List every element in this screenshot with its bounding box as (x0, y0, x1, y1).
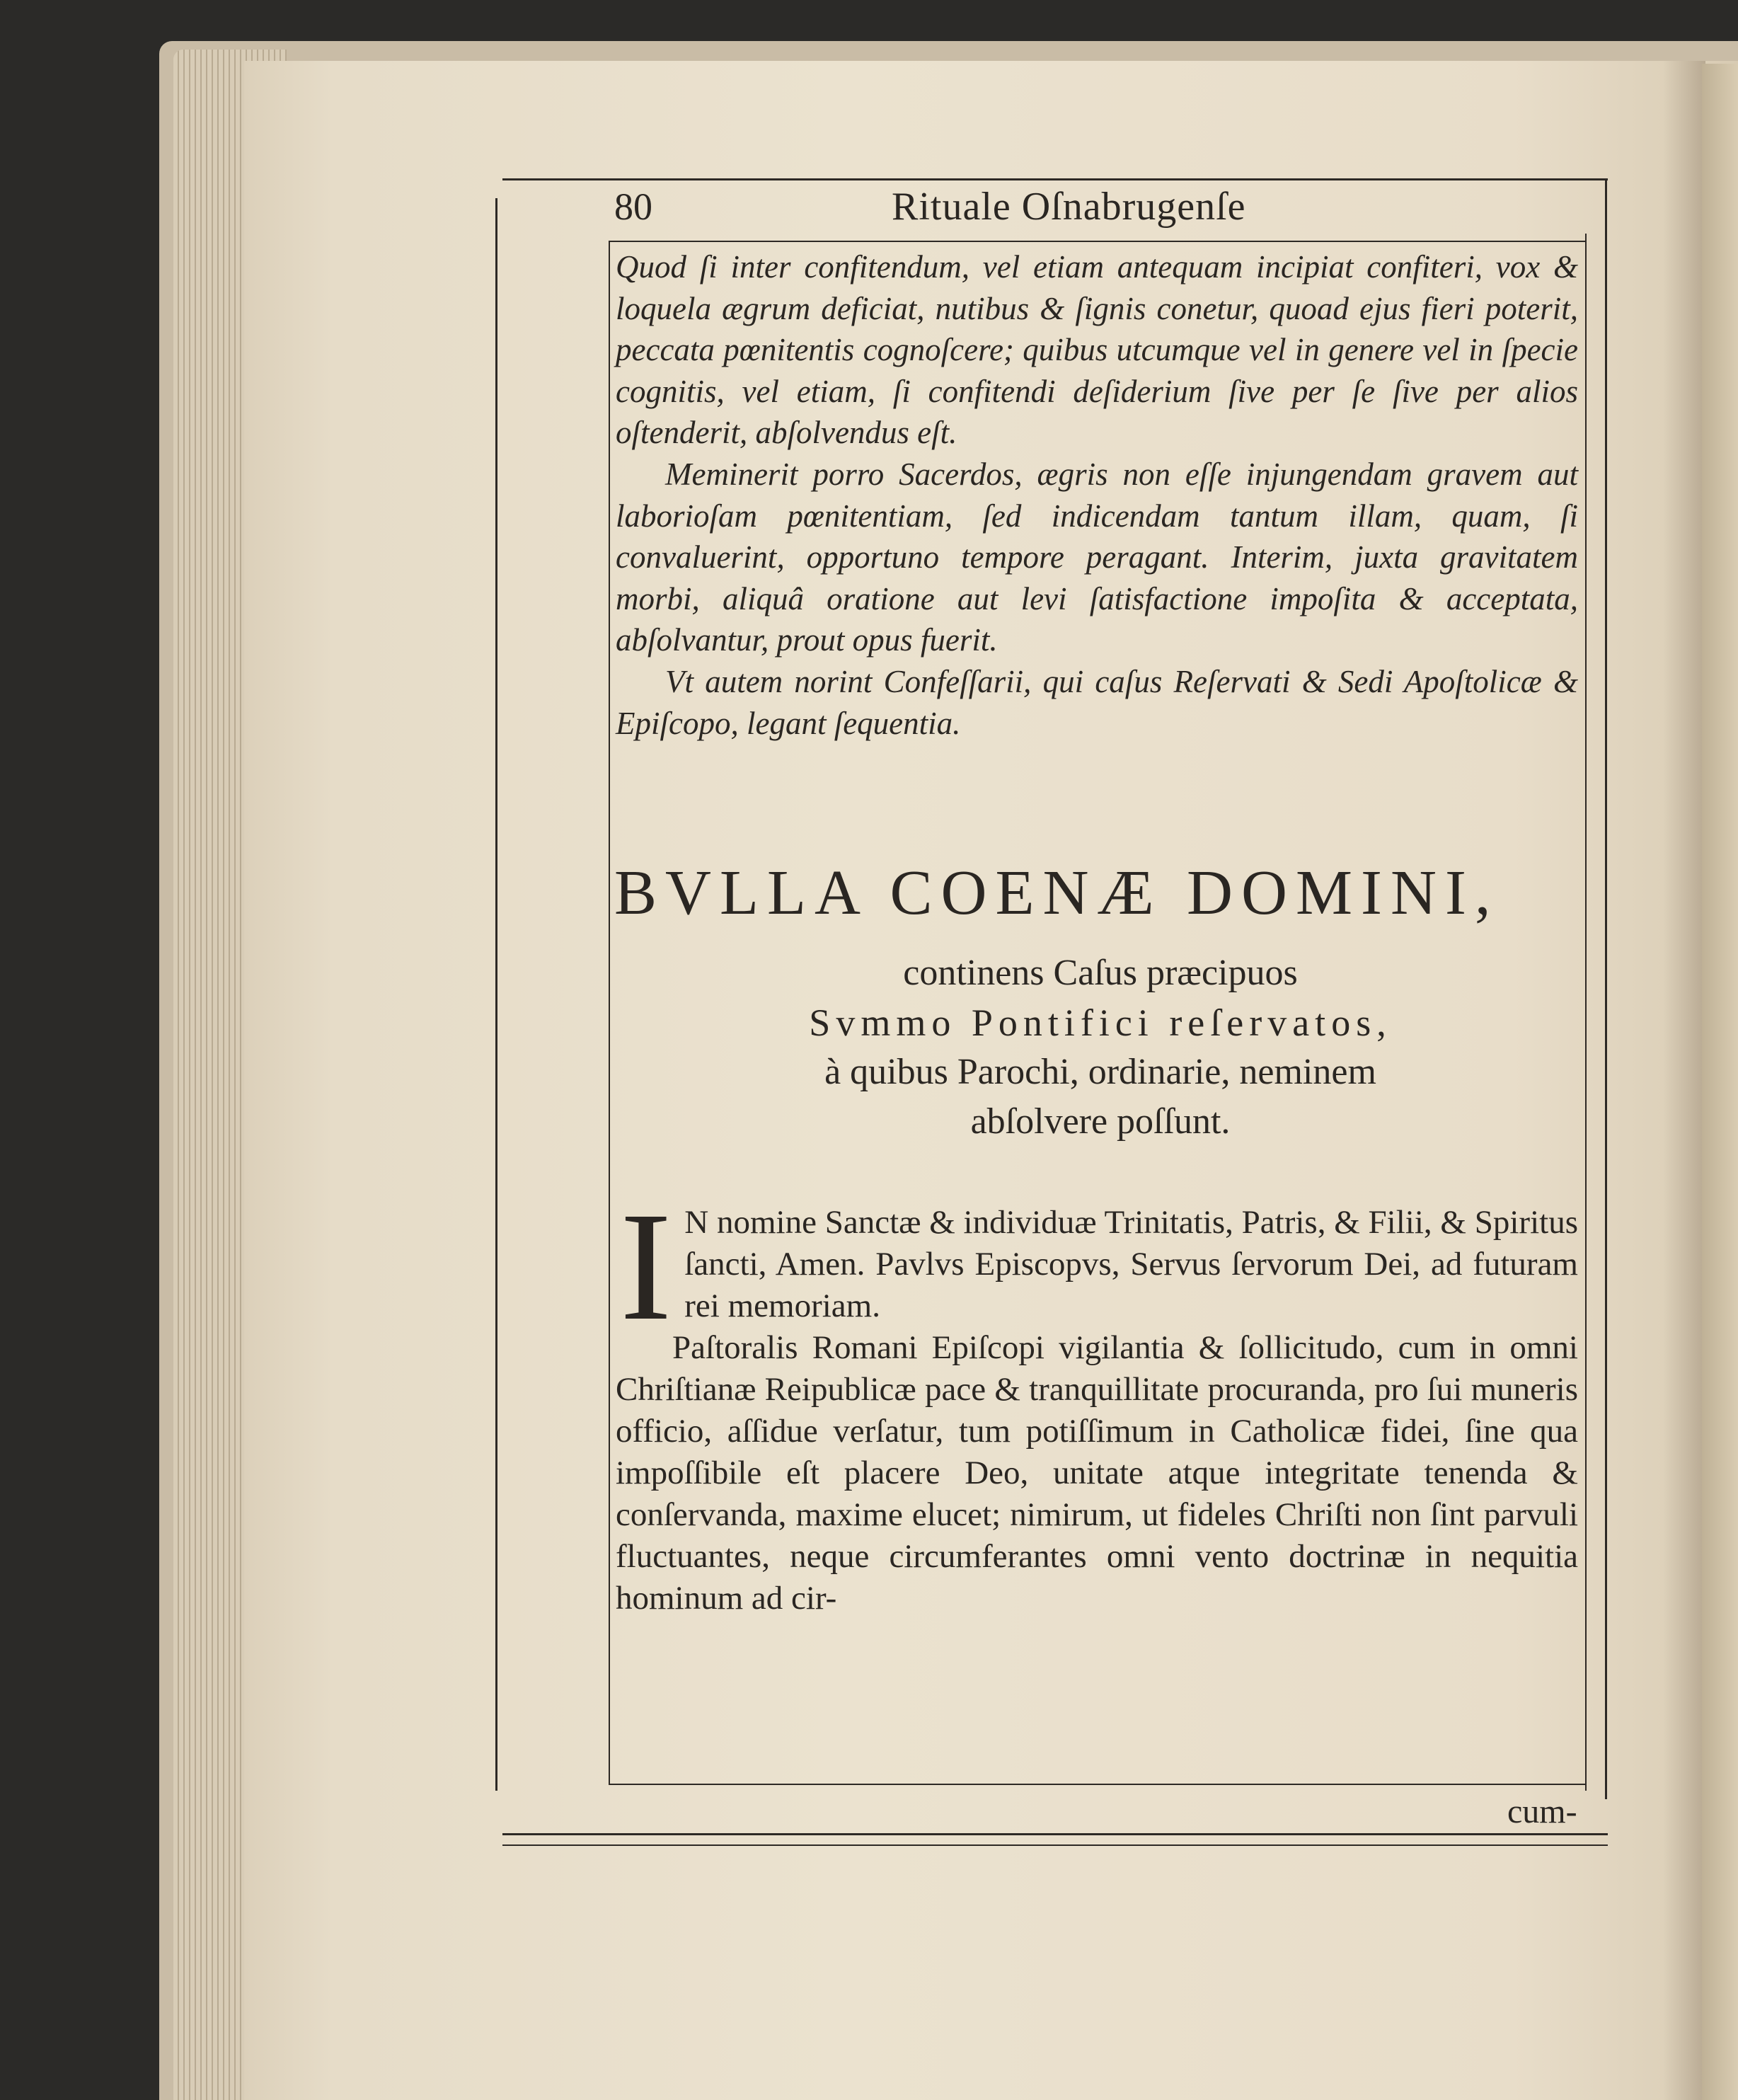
inner-bottom-rule (609, 1784, 1587, 1785)
running-head (609, 181, 1585, 232)
running-title: Rituale Oſnabrugenſe (892, 185, 1246, 229)
second-paragraph: Paſtoralis Romani Epiſcopi vigilantia & ſollicitudo, cum in omni Chriſtianæ Reipublicæ pace & tranquillitate procuranda, pro ſui muneris officio, aſſidue verſatur, tum potiſſimum in Catholicæ fidei, ſine qua impoſſibile eſt placere Deo, unitate atque integritate tenenda & conſervanda, maxime elucet; nimirum, ut fideles Chriſti non ſint parvuli fluctuantes, neque circumferantes omni vento doctrinæ in nequitia hominum ad cir- (616, 1329, 1578, 1617)
inner-top-rule (609, 241, 1587, 242)
bottom-rule (502, 1833, 1608, 1835)
top-rule (502, 178, 1608, 180)
facing-page-edge (1702, 64, 1738, 2100)
left-inner-rule (609, 241, 610, 1784)
subtitle-line-4: abſolvere poſſunt. (970, 1101, 1231, 1142)
italic-instructions (616, 246, 1578, 744)
right-inner-rule (1585, 234, 1587, 1791)
subtitle-line-1: continens Caſus præcipuos (903, 953, 1298, 993)
left-outer-rule (495, 198, 497, 1791)
bulla-subtitle (616, 948, 1585, 1147)
gutter-shadow (1663, 61, 1705, 2100)
subtitle-line-3: à quibus Parochi, ordinarie, neminem (824, 1052, 1376, 1092)
footer-rule (502, 1844, 1608, 1846)
catchword: cum- (1507, 1793, 1577, 1830)
italic-paragraph-3: Vt autem norint Confeſſarii, qui caſus Reſervati & Sedi Apoſtolicæ & Epiſcopo, legant ſequentia. (616, 663, 1578, 741)
page-number: 80 (614, 185, 652, 228)
italic-paragraph-2: Meminerit porro Sacerdos, ægris non eſſe injungendam gravem aut laborioſam pœnitentiam, ſed indicendam tantum illam, quam, ſi convaluerint, opportuno tempore peragant. Interim, juxta gravitatem morbi, aliquâ oratione aut levi ſatisfactione impoſita & acceptata, abſolvantur, prout opus fuerit. (616, 456, 1578, 658)
opening-paragraph (616, 1180, 1578, 1353)
italic-paragraph-1: Quod ſi inter confitendum, vel etiam antequam incipiat confiteri, vox & loquela ægrum deficiat, nutibus & ſignis conetur, quoad ejus fieri poterit, peccata pœnitentis cognoſcere; quibus utcumque vel in genere vel in ſpecie cognitis, vel etiam, ſi confitendi deſiderium ſive per ſe ſive per alios oſtenderit, abſolvendus eſt. (616, 249, 1578, 451)
bulla-heading: BVLLA COENÆ DOMINI, (614, 858, 1500, 928)
subtitle-line-2: Svmmo Pontifici reſervatos, (809, 1002, 1392, 1044)
right-outer-rule (1605, 178, 1607, 1799)
bulla-text (616, 1180, 1578, 1619)
opening-paragraph-text: N nomine Sanctæ & individuæ Trinitatis, Patris, & Filii, & Spiritus ſancti, Amen. Pavlvs Episcopvs, Servus ſervorum Dei, ad futuram rei memoriam. (684, 1204, 1578, 1324)
drop-cap: I (620, 1180, 672, 1353)
